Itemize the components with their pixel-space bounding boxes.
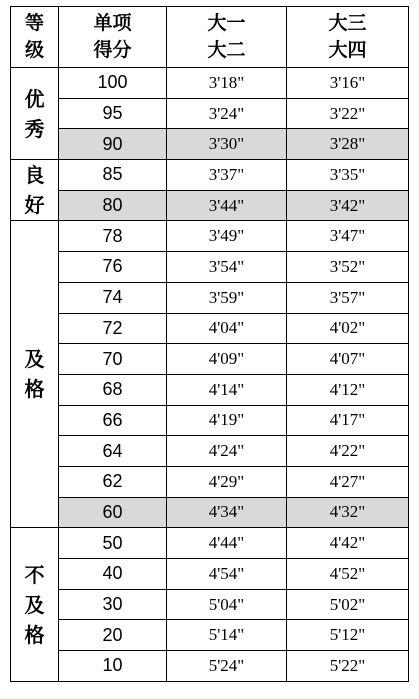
score-cell: 100: [59, 68, 167, 99]
table-row: [11, 559, 409, 590]
time-year12-cell: 3'49": [167, 221, 287, 252]
grade-char: 优: [24, 86, 45, 111]
time-year34-cell: 4'12": [287, 374, 409, 405]
grade-char: 不: [24, 562, 45, 587]
table-header: [11, 7, 409, 68]
grade-char: 格: [24, 622, 45, 647]
score-cell: 74: [59, 282, 167, 313]
time-year12-cell: 4'24": [167, 436, 287, 467]
time-year34-cell: 3'57": [287, 282, 409, 313]
header-year12: [167, 7, 287, 68]
cropped-text-strip: [0, 692, 419, 699]
grade-char: 及: [24, 592, 45, 617]
table-row: [11, 374, 409, 405]
score-cell: 40: [59, 559, 167, 590]
table-row: [11, 436, 409, 467]
table-row: [11, 221, 409, 252]
time-year34-cell: 3'16": [287, 68, 409, 99]
table-row: [11, 313, 409, 344]
grade-cell: [11, 528, 59, 681]
score-cell: 50: [59, 528, 167, 559]
header-grade-line: 级: [24, 39, 44, 61]
grade-char: 及: [24, 347, 45, 372]
score-cell: 64: [59, 436, 167, 467]
time-year34-cell: 3'47": [287, 221, 409, 252]
score-cell: 70: [59, 344, 167, 375]
time-year12-cell: 5'24": [167, 651, 287, 682]
score-cell: 80: [59, 190, 167, 221]
header-grade-line: 等: [24, 12, 44, 34]
score-cell: 85: [59, 160, 167, 191]
time-year34-cell: 4'32": [287, 497, 409, 528]
time-year12-cell: 4'54": [167, 559, 287, 590]
table-row: [11, 466, 409, 497]
table-row: [11, 651, 409, 682]
time-year34-cell: 3'42": [287, 190, 409, 221]
score-cell: 66: [59, 405, 167, 436]
grade-char: 好: [24, 193, 45, 218]
header-grade: [11, 7, 59, 68]
grade-char: 秀: [24, 116, 45, 141]
header-year34: [287, 7, 409, 68]
time-year12-cell: 3'44": [167, 190, 287, 221]
table-row: [11, 160, 409, 191]
time-year12-cell: 3'30": [167, 129, 287, 160]
header-score-line: 单项: [93, 12, 132, 34]
time-year12-cell: 5'04": [167, 589, 287, 620]
time-year34-cell: 3'52": [287, 252, 409, 283]
score-cell: 78: [59, 221, 167, 252]
time-year34-cell: 4'27": [287, 466, 409, 497]
time-year12-cell: 4'04": [167, 313, 287, 344]
table-row: [11, 344, 409, 375]
time-year12-cell: 3'18": [167, 68, 287, 99]
time-year34-cell: 5'22": [287, 651, 409, 682]
time-year34-cell: 4'22": [287, 436, 409, 467]
score-cell: 60: [59, 497, 167, 528]
score-cell: 76: [59, 252, 167, 283]
time-year12-cell: 4'34": [167, 497, 287, 528]
grade-cell: [11, 221, 59, 528]
time-year12-cell: 3'37": [167, 160, 287, 191]
table-row: [11, 68, 409, 99]
table-row: [11, 129, 409, 160]
score-cell: 72: [59, 313, 167, 344]
time-year12-cell: 3'59": [167, 282, 287, 313]
table-row: [11, 98, 409, 129]
table-row: [11, 252, 409, 283]
table-row: [11, 589, 409, 620]
score-cell: 95: [59, 98, 167, 129]
table-row: [11, 190, 409, 221]
score-cell: 62: [59, 466, 167, 497]
time-year34-cell: 5'02": [287, 589, 409, 620]
table-body: [11, 68, 409, 682]
time-year34-cell: 4'52": [287, 559, 409, 590]
time-year34-cell: 5'12": [287, 620, 409, 651]
time-year12-cell: 4'44": [167, 528, 287, 559]
time-year12-cell: 4'29": [167, 466, 287, 497]
score-cell: 30: [59, 589, 167, 620]
grade-char: 格: [24, 377, 45, 402]
table-row: [11, 405, 409, 436]
header-year34-line: 大三: [328, 12, 367, 34]
header-score: [59, 7, 167, 68]
time-year34-cell: 3'28": [287, 129, 409, 160]
time-year12-cell: 4'09": [167, 344, 287, 375]
header-year12-line: 大二: [207, 39, 246, 61]
time-year34-cell: 4'07": [287, 344, 409, 375]
time-year12-cell: 3'24": [167, 98, 287, 129]
time-year34-cell: 4'02": [287, 313, 409, 344]
grade-cell: [11, 68, 59, 160]
score-cell: 20: [59, 620, 167, 651]
header-score-line: 得分: [93, 39, 132, 61]
grade-char: 良: [24, 163, 45, 188]
time-year12-cell: 3'54": [167, 252, 287, 283]
grade-cell: [11, 160, 59, 221]
time-year34-cell: 4'42": [287, 528, 409, 559]
time-year34-cell: 3'35": [287, 160, 409, 191]
score-cell: 68: [59, 374, 167, 405]
time-year12-cell: 5'14": [167, 620, 287, 651]
table-row: [11, 528, 409, 559]
score-table: [10, 6, 409, 682]
header-year34-line: 大四: [328, 39, 367, 61]
header-row: [11, 7, 409, 68]
score-cell: 90: [59, 129, 167, 160]
time-year34-cell: 3'22": [287, 98, 409, 129]
time-year12-cell: 4'14": [167, 374, 287, 405]
time-year12-cell: 4'19": [167, 405, 287, 436]
table-row: [11, 497, 409, 528]
header-year12-line: 大一: [207, 12, 246, 34]
time-year34-cell: 4'17": [287, 405, 409, 436]
score-cell: 10: [59, 651, 167, 682]
table-row: [11, 282, 409, 313]
table-row: [11, 620, 409, 651]
